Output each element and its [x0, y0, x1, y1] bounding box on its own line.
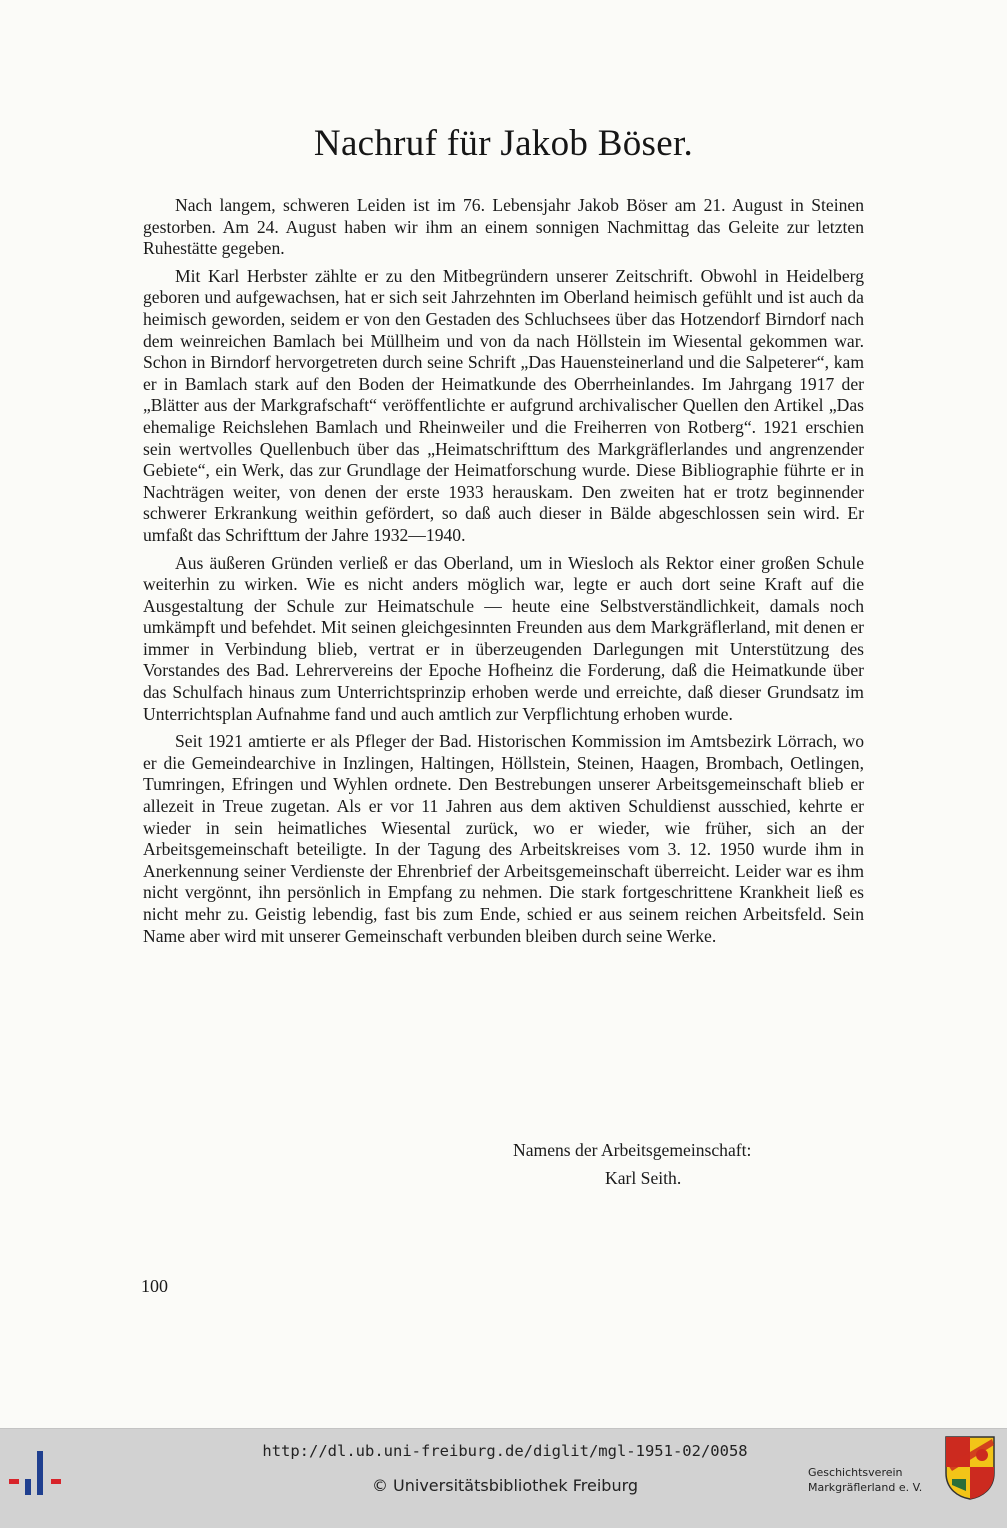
copyright-notice: © Universitätsbibliothek Freiburg	[371, 1476, 639, 1495]
society-name-line-2: Markgräflerland e. V.	[808, 1481, 923, 1494]
coat-of-arms-icon	[944, 1435, 996, 1501]
signature-organization: Namens der Arbeitsgemeinschaft:	[513, 1140, 752, 1160]
article-body	[143, 195, 864, 953]
viewer-footer	[0, 1428, 1007, 1528]
paragraph-2: Mit Karl Herbster zählte er zu den Mitbegründern unserer Zeitschrift. Obwohl in Heidelberg geboren und aufgewachsen, hat er sich seit Jahrzehnten im Oberland heimisch gefühlt und ist auch da heimisch geworden, seidem er von den Gestaden des Schluchsees über das Hotzendorf Birndorf nach dem weinreichen Bamlach bei Müllheim und von da nach Höllstein im Wiesental gekommen war. Schon in Birndorf hervorgetreten durch seine Schrift „Das Hauensteinerland und die Salpeterer“, kam er in Bamlach stark auf den Boden der Heimatkunde des Oberrheinlandes. Im Jahrgang 1917 der „Blätter aus der Markgrafschaft“ veröffentlichte er aufgrund archivalischer Quellen den Artikel „Das ehemalige Reichslehen Bamlach und Rheinweiler und die Freiherren von Rotberg“. 1921 erschien sein wertvolles Quellenbuch über das „Heimatschrifttum des Markgräflerlandes und angrenzender Gebiete“, ein Werk, das zur Grundlage der Heimatforschung wurde. Diese Bibliographie führte er in Nachträgen weiter, von denen der erste 1933 herauskam. Den zweiten hat er trotz beginnender schwerer Erkrankung weithin gefördert, so daß auch dieser in Bälde abgeschlossen sein wird. Er umfaßt das Schrifttum der Jahre 1932—1940.	[143, 265, 864, 545]
society-name	[808, 1465, 942, 1495]
page-number: 100	[141, 1276, 168, 1296]
page-title: Nachruf für Jakob Böser.	[313, 123, 694, 164]
paragraph-1: Nach langem, schweren Leiden ist im 76. Lebensjahr Jakob Böser am 21. August in Steinen gestorben. Am 24. August haben wir ihm an einem sonnigen Nachmittag das Geleite zur letzten Ruhestätte gegeben.	[143, 195, 864, 259]
signature-block	[513, 1136, 833, 1192]
paragraph-4: Seit 1921 amtierte er als Pfleger der Bad. Historischen Kommission im Amtsbezirk Lörrach, wo er die Gemeindearchive in Inzlingen, Haltingen, Höllstein, Steinen, Haagen, Brombach, Oetlingen, Tumringen, Efringen und Wyhlen ordnete. Den Bestrebungen unserer Arbeitsgemeinschaft blieb er allezeit in Treue zugetan. Als er vor 11 Jahren aus dem aktiven Schuldienst ausschied, kehrte er wieder in sein heimatliches Wiesental zurück, wo er wieder, wie früher, sich an der Arbeitsgemeinschaft beteiligte. In der Tagung des Arbeitskreises vom 3. 12. 1950 wurde ihm in Anerkennung seiner Verdienste der Ehrenbrief der Arbeitsgemeinschaft überreicht. Leider war es ihm nicht vergönnt, ihn persönlich in Empfang zu nehmen. Die stark fortgeschrittene Krankheit ließ es nicht mehr zu. Geistig lebendig, fast bis zum Ende, schied er aus seinem reichen Arbeitsfeld. Sein Name aber wird mit unserer Gemeinschaft verbunden bleiben durch seine Werke.	[143, 731, 864, 946]
society-name-line-1: Geschichtsverein	[808, 1466, 903, 1479]
paragraph-3: Aus äußeren Gründen verließ er das Oberland, um in Wiesloch als Rektor einer großen Schule weiterhin zu wirken. Wie es nicht anders möglich war, legte er auch dort seine Kraft auf die Ausgestaltung der Schule zur Heimatschule — heute eine Selbstverständlichkeit, damals noch umkämpft und befehdet. Mit seinen gleichgesinnten Freunden aus dem Markgräflerland, mit denen er immer in Verbindung blieb, vertrat er in überzeugenden Darlegungen mit Unterstützung des Vorstandes des Bad. Lehrervereins der Epoche Hofheinz die Forderung, daß die Heimatkunde über das Schulfach hinaus zum Unterrichtsprinzip erhoben werde und erreichte, daß dieser Grundsatz im Unterrichtsplan Aufnahme fand und auch amtlich zur Verpflichtung erhoben wurde.	[143, 552, 864, 724]
signature-name: Karl Seith.	[605, 1168, 682, 1188]
document-url-link[interactable]: http://dl.ub.uni-freiburg.de/diglit/mgl-1951-02/0058	[262, 1442, 748, 1460]
ub-freiburg-logo-icon[interactable]	[8, 1441, 64, 1501]
